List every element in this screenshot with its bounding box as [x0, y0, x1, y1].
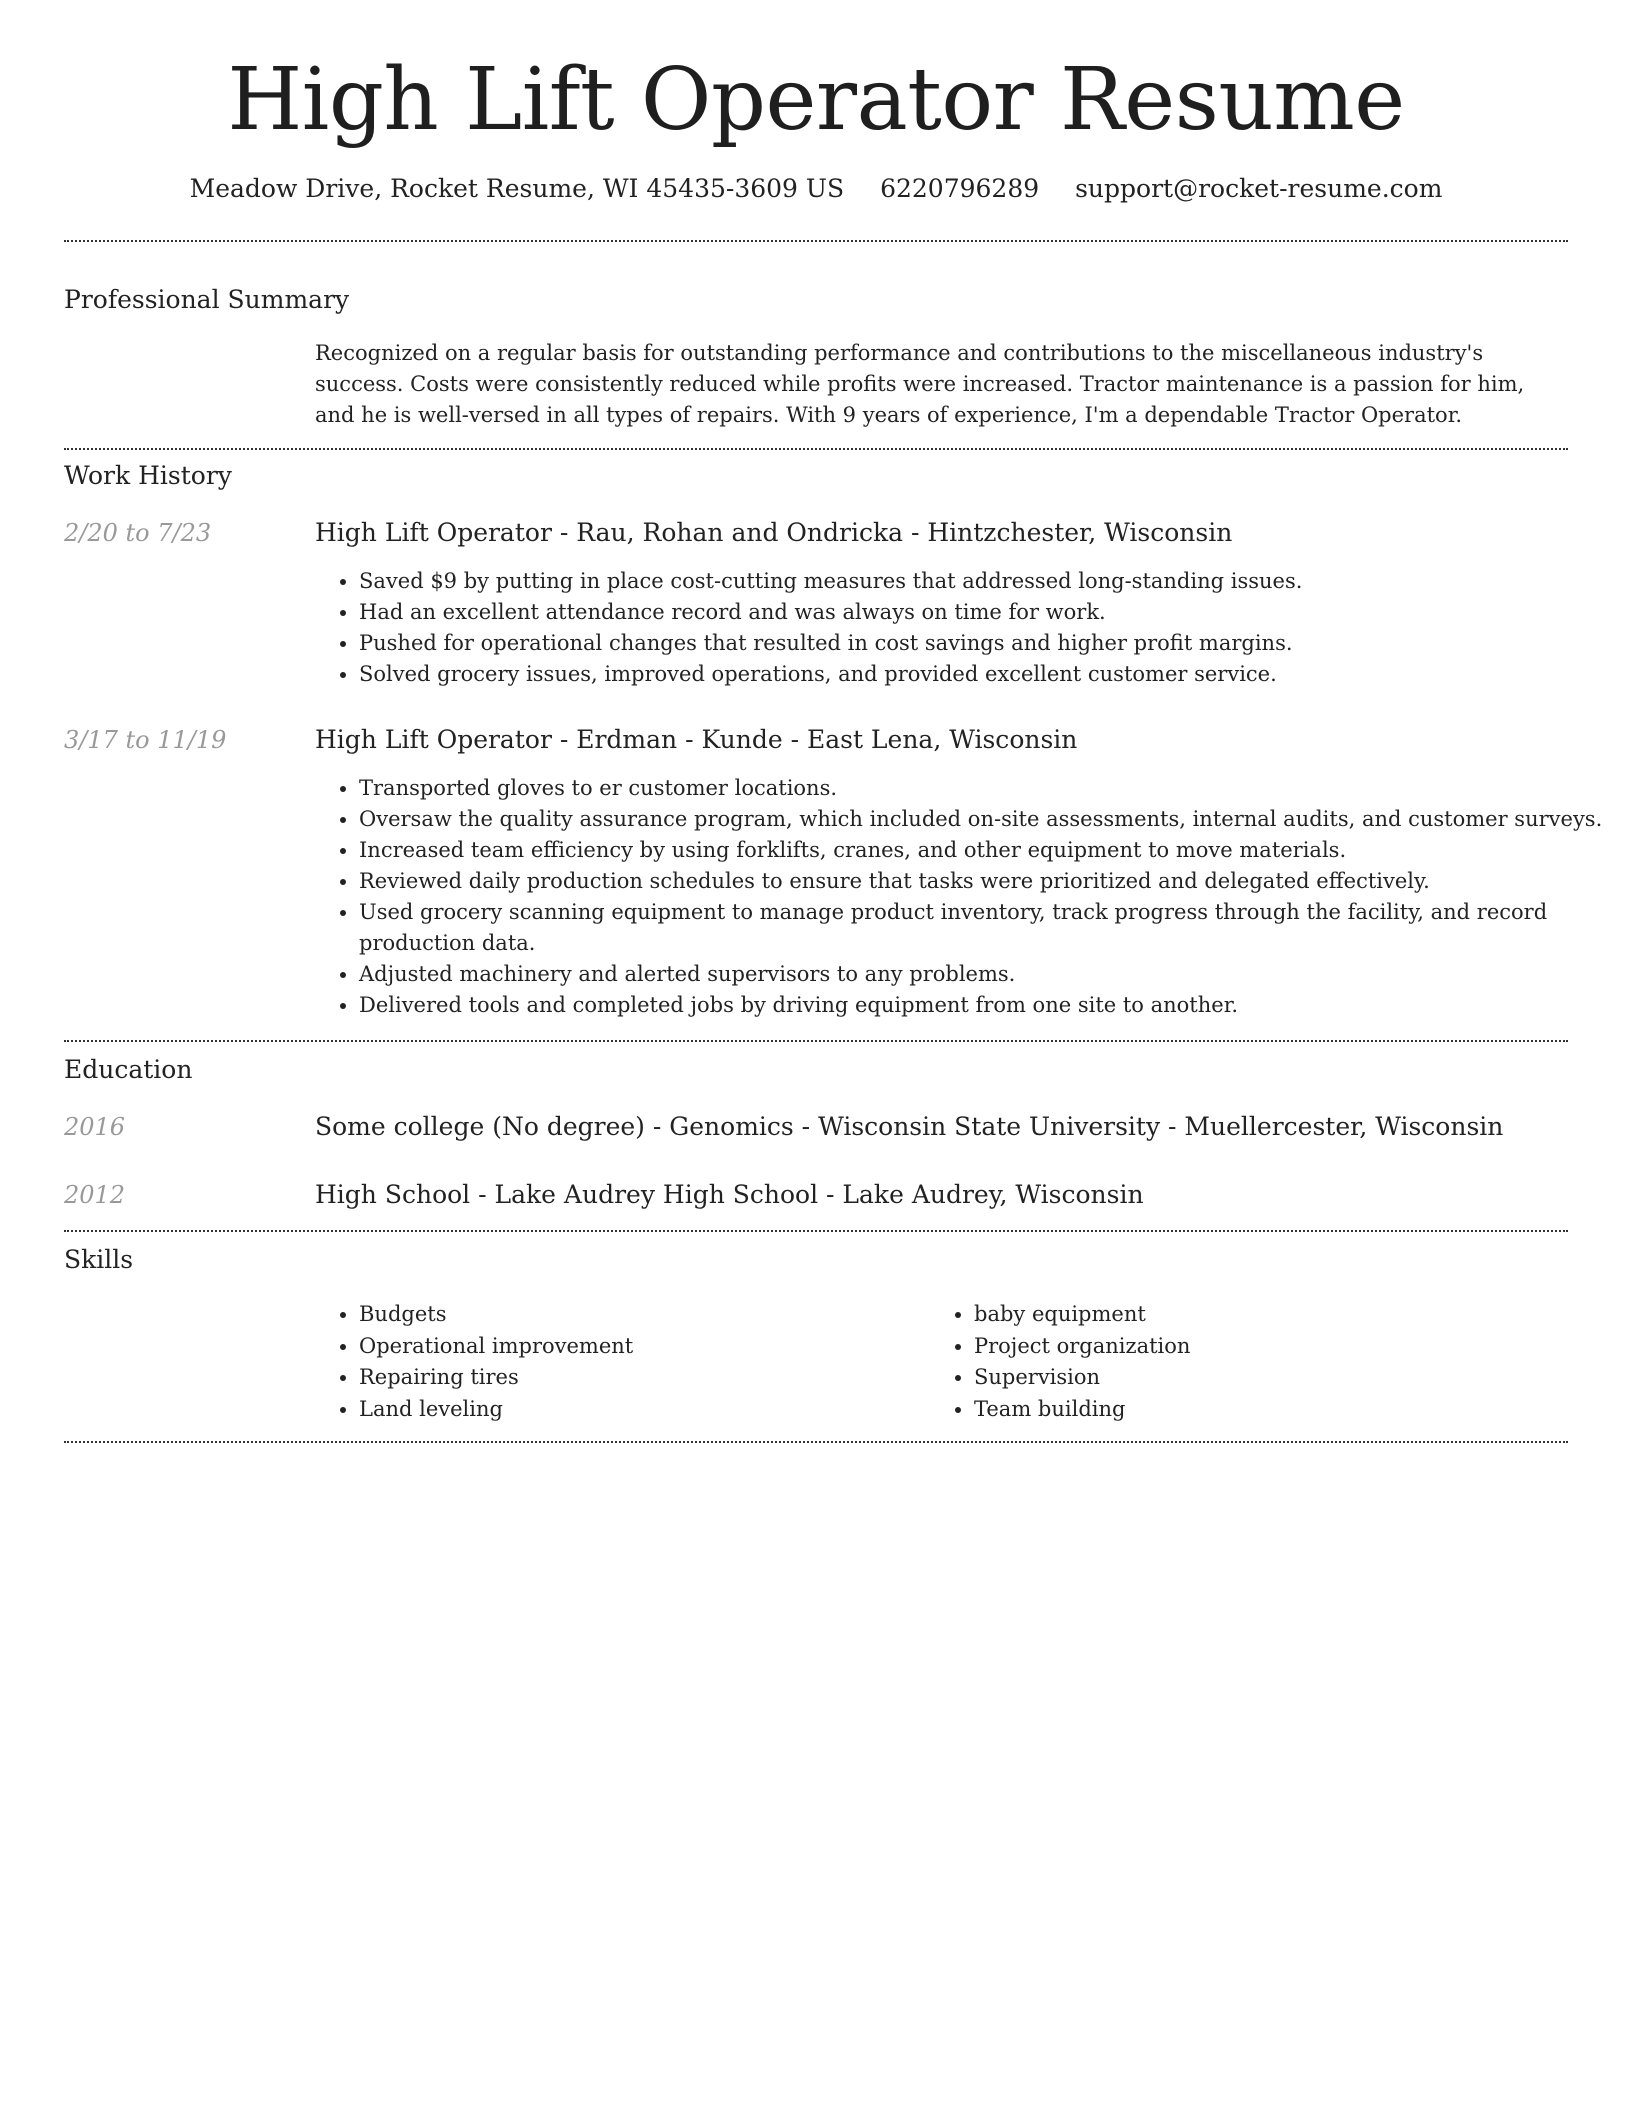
- job-dates: 3/17 to 11/19: [64, 726, 227, 754]
- job-title: [315, 516, 1565, 550]
- job-bullets: [315, 566, 1609, 690]
- skills-list-right: [930, 1299, 1574, 1425]
- resume-title: High Lift Operator Resume: [227, 50, 1405, 150]
- summary-heading: Professional Summary: [64, 285, 350, 314]
- job-bullet: • Adjusted machinery and alerted supervisors to any problems.: [359, 959, 1609, 990]
- job-details: - Rau, Rohan and Ondricka - Hintzchester, Wisconsin: [551, 518, 1233, 547]
- education-year: 2016: [64, 1113, 126, 1141]
- contact-phone: 6220796289: [880, 174, 1040, 203]
- job-dates: 2/20 to 7/23: [64, 519, 212, 547]
- education-degree: Some college (No degree) - Genomics: [315, 1112, 794, 1141]
- education-year: 2012: [64, 1181, 126, 1209]
- education-entry: [315, 1178, 1565, 1212]
- job-bullet: • Saved $9 by putting in place cost-cutting measures that addressed long-standing issues.: [359, 566, 1609, 597]
- skill-item: • Operational improvement: [359, 1331, 919, 1363]
- section-divider: [64, 448, 1568, 450]
- job-bullets: [315, 773, 1609, 1021]
- summary-text: Recognized on a regular basis for outstanding performance and contributions to the miscellaneous industry's success. Costs were consistently reduced while profits were increased. Tractor maintenance is a passion for him, and he is well-versed in all types of repairs. With 9 years of experience, I'm a dependable Tractor Operator.: [315, 341, 1525, 427]
- job-bullet: • Increased team efficiency by using forklifts, cranes, and other equipment to move materials.: [359, 835, 1609, 866]
- job-bullet: • Had an excellent attendance record and was always on time for work.: [359, 597, 1609, 628]
- contact-line: [0, 170, 1632, 208]
- education-entry: [315, 1110, 1565, 1144]
- job-bullet: • Pushed for operational changes that resulted in cost savings and higher profit margins.: [359, 628, 1609, 659]
- skill-item: • baby equipment: [974, 1299, 1574, 1331]
- skill-item: • Repairing tires: [359, 1362, 919, 1394]
- education-details: - Wisconsin State University - Muellercester, Wisconsin: [793, 1112, 1504, 1141]
- education-degree: High School: [315, 1180, 471, 1209]
- section-divider: [64, 1230, 1568, 1232]
- section-divider: [64, 1040, 1568, 1042]
- education-details: - Lake Audrey High School - Lake Audrey, Wisconsin: [470, 1180, 1144, 1209]
- job-bullet: • Oversaw the quality assurance program, which included on-site assessments, internal audits, and customer surveys.: [359, 804, 1609, 835]
- work-history-heading: Work History: [64, 461, 232, 490]
- skills-list-left: [315, 1299, 919, 1425]
- skill-item: • Project organization: [974, 1331, 1574, 1363]
- skill-item: • Supervision: [974, 1362, 1574, 1394]
- section-divider: [64, 240, 1568, 242]
- job-bullet: • Used grocery scanning equipment to manage product inventory, track progress through the facility, and record production data.: [359, 897, 1609, 959]
- education-heading: Education: [64, 1055, 193, 1084]
- job-bullet: • Reviewed daily production schedules to ensure that tasks were prioritized and delegated effectively.: [359, 866, 1609, 897]
- job-role: High Lift Operator: [315, 518, 552, 547]
- job-bullet: • Solved grocery issues, improved operations, and provided excellent customer service.: [359, 659, 1609, 690]
- job-bullet: • Delivered tools and completed jobs by driving equipment from one site to another.: [359, 990, 1609, 1021]
- job-details: - Erdman - Kunde - East Lena, Wisconsin: [551, 725, 1078, 754]
- job-bullet: • Transported gloves to er customer locations.: [359, 773, 1609, 804]
- contact-address: Meadow Drive, Rocket Resume, WI 45435-3609 US: [189, 174, 845, 203]
- skills-heading: Skills: [64, 1245, 134, 1274]
- job-title: [315, 723, 1565, 757]
- skill-item: • Land leveling: [359, 1394, 919, 1426]
- skill-item: • Budgets: [359, 1299, 919, 1331]
- skill-item: • Team building: [974, 1394, 1574, 1426]
- job-role: High Lift Operator: [315, 725, 552, 754]
- contact-email: support@rocket-resume.com: [1075, 174, 1443, 203]
- section-divider: [64, 1441, 1568, 1443]
